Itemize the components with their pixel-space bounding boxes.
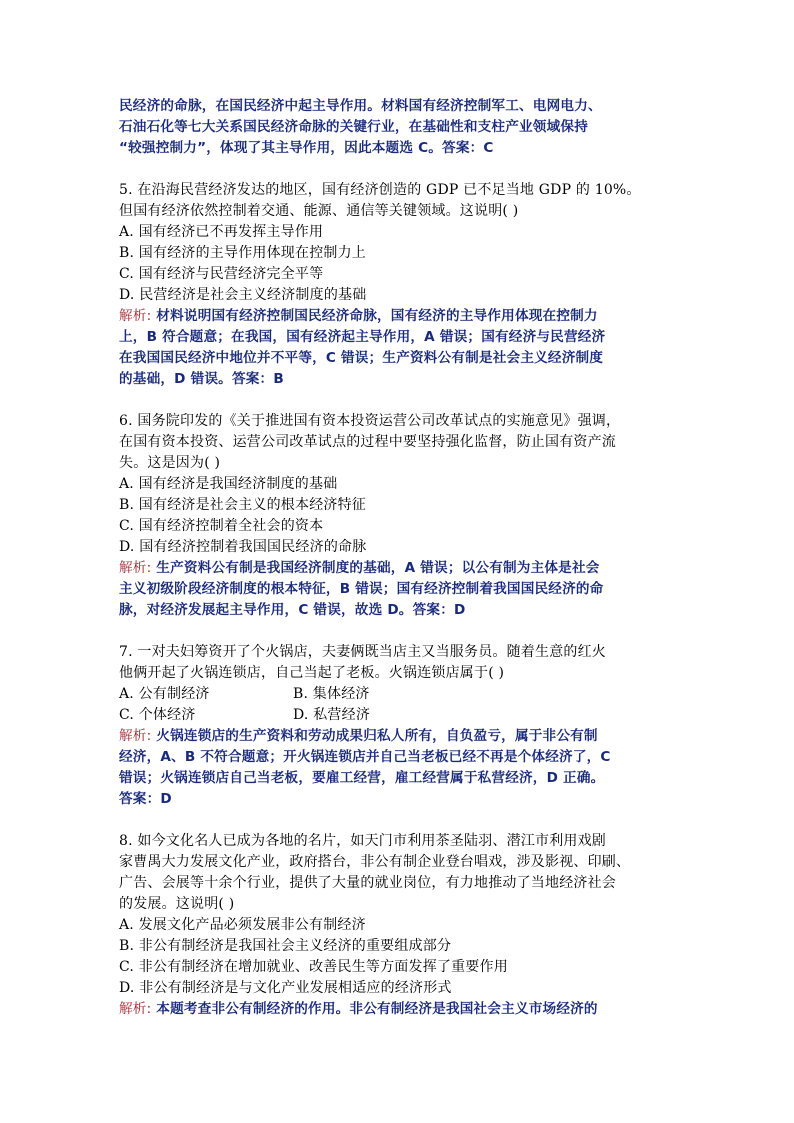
question-7 — [119, 642, 679, 810]
option-b: B. 集体经济 — [293, 686, 370, 702]
analysis-line: 错误；火锅连锁店自己当老板，要雇工经营，雇工经营属于私营经济，D 正确。 — [119, 770, 605, 786]
option-a: A. 发展文化产品必须发展非公有制经济 — [119, 917, 366, 933]
analysis-line — [119, 999, 679, 1020]
option-b: B. 国有经济的主导作用体现在控制力上 — [119, 245, 366, 261]
analysis-text: 火锅连锁店的生产资料和劳动成果归私人所有，自负盈亏，属于非公有制 — [151, 728, 598, 744]
analysis-tag: 解析: — [119, 560, 152, 576]
question-stem: 8. 如今文化名人已成为各地的名片，如天门市利用茶圣陆羽、潜江市利用戏剧 — [119, 833, 607, 849]
q4-analysis-tail — [119, 96, 679, 159]
analysis-tag: 解析: — [119, 728, 152, 744]
option-d: D. 民营经济是社会主义经济制度的基础 — [119, 287, 367, 303]
analysis-line — [119, 558, 679, 579]
analysis-tag: 解析: — [119, 308, 152, 324]
option-a: A. 公有制经济 — [119, 686, 210, 702]
options-row — [119, 684, 679, 705]
question-stem: 5. 在沿海民营经济发达的地区，国有经济创造的 GDP 已不足当地 GDP 的 10%。 — [119, 182, 641, 198]
question-8 — [119, 831, 679, 1020]
analysis-line: 脉，对经济发展起主导作用，C 错误，故选 D。答案：D — [119, 602, 466, 618]
option-d: D. 私营经济 — [293, 707, 371, 723]
question-stem: 的发展。这说明( ) — [119, 896, 235, 912]
question-stem: 他俩开起了火锅连锁店，自己当起了老板。火锅连锁店属于( ) — [119, 665, 505, 681]
analysis-tag: 解析: — [119, 1001, 152, 1017]
option-c: C. 个体经济 — [119, 707, 196, 723]
question-stem: 7. 一对夫妇筹资开了个火锅店，夫妻俩既当店主又当服务员。随着生意的红火 — [119, 644, 607, 660]
analysis-text: 材料说明国有经济控制国民经济命脉，国有经济的主导作用体现在控制力 — [151, 308, 598, 324]
question-stem: 家曹禺大力发展文化产业，政府搭台，非公有制企业登台唱戏，涉及影视、印刷、 — [119, 854, 631, 870]
option-b: B. 非公有制经济是我国社会主义经济的重要组成部分 — [119, 938, 452, 954]
options-row — [119, 705, 679, 726]
analysis-line: 经济，A、B 不符合题意；开火锅连锁店并自己当老板已经不再是个体经济了，C — [119, 749, 611, 765]
analysis-line: 的基础，D 错误。答案：B — [119, 371, 284, 387]
question-stem: 但国有经济依然控制着交通、能源、通信等关键领域。这说明( ) — [119, 203, 519, 219]
analysis-text: 本题考查非公有制经济的作用。非公有制经济是我国社会主义市场经济的 — [151, 1001, 598, 1017]
option-b: B. 国有经济是社会主义的根本经济特征 — [119, 497, 366, 513]
analysis-line: 民经济的命脉，在国民经济中起主导作用。材料国有经济控制军工、电网电力、 — [119, 98, 602, 114]
question-stem: 6. 国务院印发的《关于推进国有资本投资运营公司改革试点的实施意见》强调， — [119, 413, 621, 429]
analysis-line: 主义初级阶段经济制度的根本特征，B 错误；国有经济控制着我国国民经济的命 — [119, 581, 604, 597]
analysis-line: 在我国国民经济中地位并不平等，C 错误；生产资料公有制是社会主义经济制度 — [119, 350, 604, 366]
analysis-line: 答案：D — [119, 791, 172, 807]
option-d: D. 非公有制经济是与文化产业发展相适应的经济形式 — [119, 980, 452, 996]
analysis-line: “较强控制力”，体现了其主导作用，因此本题选 C。答案：C — [119, 140, 494, 156]
analysis-line — [119, 726, 679, 747]
option-d: D. 国有经济控制着我国国民经济的命脉 — [119, 539, 367, 555]
option-c: C. 非公有制经济在增加就业、改善民生等方面发挥了重要作用 — [119, 959, 508, 975]
analysis-line: 石油石化等七大关系国民经济命脉的关键行业，在基础性和支柱产业领域保持 — [119, 119, 588, 135]
question-5 — [119, 180, 679, 390]
document-page — [119, 96, 679, 1020]
question-stem: 失。这是因为( ) — [119, 455, 221, 471]
option-a: A. 国有经济是我国经济制度的基础 — [119, 476, 338, 492]
question-stem: 广告、会展等十余个行业，提供了大量的就业岗位，有力地推动了当地经济社会 — [119, 875, 616, 891]
option-c: C. 国有经济控制着全社会的资本 — [119, 518, 324, 534]
analysis-line: 上，B 符合题意；在我国，国有经济起主导作用，A 错误；国有经济与民营经济 — [119, 329, 606, 345]
question-stem: 在国有资本投资、运营公司改革试点的过程中要坚持强化监督，防止国有资产流 — [119, 434, 616, 450]
option-c: C. 国有经济与民营经济完全平等 — [119, 266, 324, 282]
analysis-line — [119, 306, 679, 327]
analysis-text: 生产资料公有制是我国经济制度的基础，A 错误；以公有制为主体是社会 — [151, 560, 600, 576]
option-a: A. 国有经济已不再发挥主导作用 — [119, 224, 324, 240]
question-6 — [119, 411, 679, 621]
